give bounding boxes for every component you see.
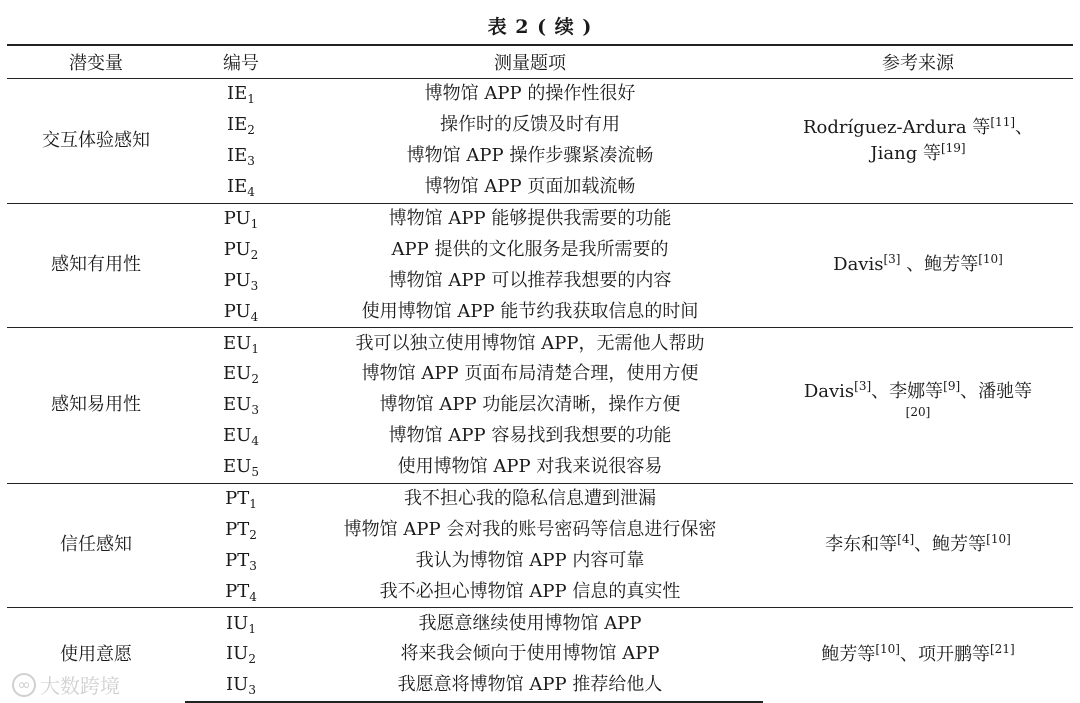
item-code: IE [227,145,248,167]
header-code: 编号 [185,45,297,79]
item-code: IU [226,612,249,634]
table-row [7,79,1073,110]
citation-marker: [11] [990,114,1016,129]
item-code: EU [223,332,252,354]
item-text-cell: 博物馆 APP 的操作性很好 [297,79,763,110]
table-body [7,79,1073,702]
citation-marker: [20] [905,405,931,420]
measurement-table [7,44,1073,703]
reference-text [793,115,1043,167]
item-code-index: 3 [249,558,257,573]
reference-author: 、鲍芳等 [914,534,987,556]
citation-marker: [9] [943,379,961,394]
item-text-cell: 博物馆 APP 页面布局清楚合理，使用方便 [361,363,699,385]
item-text-cell: 博物馆 APP 功能层次清晰，操作方便 [379,394,681,416]
reference-author: 、项开鹏等 [900,643,990,665]
item-code: PT [225,488,250,510]
item-code-cell [185,608,297,639]
latent-variable-cell: 交互体验感知 [7,79,185,204]
item-code-index: 3 [248,683,256,698]
item-text-cell: 使用博物馆 APP 对我来说很容易 [397,456,663,478]
table-caption: 表 2 ( 续 ) [487,16,593,38]
watermark [12,670,120,699]
reference-text [833,252,1003,278]
item-code: IE [227,83,248,105]
latent-variable-cell: 感知易用性 [7,328,185,483]
citation-marker: [3] [883,252,901,267]
item-code-cell [185,234,297,265]
item-code-index: 2 [250,247,259,262]
item-code-cell [185,576,297,607]
reference-cell [763,79,1073,204]
table-header-row [7,45,1073,79]
item-code: EU [223,363,252,385]
item-code-cell [185,172,297,203]
reference-author: 李东和等 [825,534,898,556]
item-code-index: 3 [250,278,259,293]
item-text-cell: 我愿意将博物馆 APP 推荐给他人 [297,670,763,702]
item-code: PU [223,300,251,322]
reference-author: 、李娜等 [871,381,944,403]
item-code-cell [185,390,297,421]
item-code-cell [185,296,297,327]
latent-variable-cell: 感知有用性 [7,203,185,328]
header-source: 参考来源 [763,45,1073,79]
reference-cell [763,483,1073,608]
item-code-index: 1 [247,92,255,107]
item-code-cell [185,545,297,576]
item-text-cell: 我不必担心博物馆 APP 信息的真实性 [379,580,681,602]
item-text-cell: 将来我会倾向于使用博物馆 APP [400,643,660,665]
table-row [7,483,1073,514]
item-text-cell: 博物馆 APP 会对我的账号密码等信息进行保密 [343,518,717,540]
item-code-index: 4 [247,185,255,200]
latent-variable-cell: 使用意愿 [7,608,185,702]
reference-text [793,379,1043,431]
header-item: 测量题项 [297,45,763,79]
item-code-cell [185,483,297,514]
item-code-cell [185,328,297,359]
item-code-index: 3 [247,154,255,169]
item-text-cell: 我认为博物馆 APP 内容可靠 [415,549,645,571]
item-code: EU [223,456,252,478]
latent-variable-cell: 信任感知 [7,483,185,608]
item-code-index: 4 [250,309,259,324]
reference-author: Rodríguez-Ardura 等 [802,116,991,138]
item-code-cell [185,265,297,296]
item-code-cell [185,639,297,670]
table-row [7,608,1073,639]
item-code-index: 2 [248,652,256,667]
item-code-cell [185,421,297,452]
item-code-index: 3 [251,403,259,418]
item-code: IE [227,176,248,198]
logo-icon: ∞ [12,673,36,697]
item-text-cell: 使用博物馆 APP 能节约我获取信息的时间 [361,300,699,322]
reference-author: 鲍芳等 [821,643,876,665]
item-code: EU [223,425,252,447]
citation-marker: [21] [990,641,1015,656]
item-code-index: 2 [249,527,257,542]
item-text-cell: 博物馆 APP 操作步骤紧凑流畅 [406,145,654,167]
item-code-cell [185,670,297,702]
reference-cell [763,203,1073,328]
table-row [7,203,1073,234]
item-code-cell [185,452,297,483]
reference-cell [763,328,1073,483]
reference-cell [763,608,1073,702]
reference-author: Davis [803,381,855,403]
item-code: IU [226,674,249,696]
item-code: PT [225,580,250,602]
item-code-cell [185,203,297,234]
item-code-cell [185,79,297,110]
item-code-index: 1 [249,497,257,512]
citation-marker: [4] [897,532,915,547]
item-text-cell: 博物馆 APP 可以推荐我想要的内容 [388,269,672,291]
citation-marker: [10] [875,641,900,656]
header-latent: 潜变量 [7,45,185,79]
item-code: IE [227,114,248,136]
citation-marker: [3] [854,379,872,394]
item-text-cell: 我不担心我的隐私信息遭到泄漏 [297,483,763,514]
citation-marker: [19] [940,140,966,155]
reference-text [821,642,1014,668]
item-text-cell: 我愿意继续使用博物馆 APP [297,608,763,639]
item-code-index: 4 [251,434,259,449]
citation-marker: [10] [978,252,1003,267]
item-code-cell [185,514,297,545]
item-text-cell: 博物馆 APP 容易找到我想要的功能 [388,425,672,447]
item-code-cell [185,141,297,172]
reference-author: 、鲍芳等 [900,254,979,276]
item-code: PT [225,549,250,571]
reference-author: Davis [833,254,884,276]
item-code: EU [223,394,252,416]
item-code: PU [223,208,251,229]
reference-author: 、 Jiang 等 [870,116,1034,164]
item-code: PU [223,238,251,260]
item-text-cell: 操作时的反馈及时有用 [440,114,620,136]
item-code: IU [226,643,249,665]
item-code-index: 1 [251,341,259,356]
item-text-cell: APP 提供的文化服务是我所需要的 [391,238,669,260]
watermark-text: 大数跨境 [40,674,120,698]
item-code-index: 2 [247,123,255,138]
citation-marker: [10] [986,532,1011,547]
item-code-index: 4 [249,589,257,604]
table-row [7,328,1073,359]
item-code-index: 1 [250,217,259,231]
reference-author: 、潘驰等 [960,381,1033,403]
item-code-index: 5 [251,465,259,480]
item-text-cell: 博物馆 APP 页面加载流畅 [424,176,636,198]
reference-text [825,532,1011,558]
item-code-index: 2 [251,372,259,387]
item-code-cell [185,110,297,141]
item-code: PT [225,518,250,540]
item-code-index: 1 [248,621,256,636]
item-text-cell: 博物馆 APP 能够提供我需要的功能 [297,203,763,234]
item-text-cell: 我可以独立使用博物馆 APP，无需他人帮助 [297,328,763,359]
item-code: PU [223,269,251,291]
item-code-cell [185,359,297,390]
